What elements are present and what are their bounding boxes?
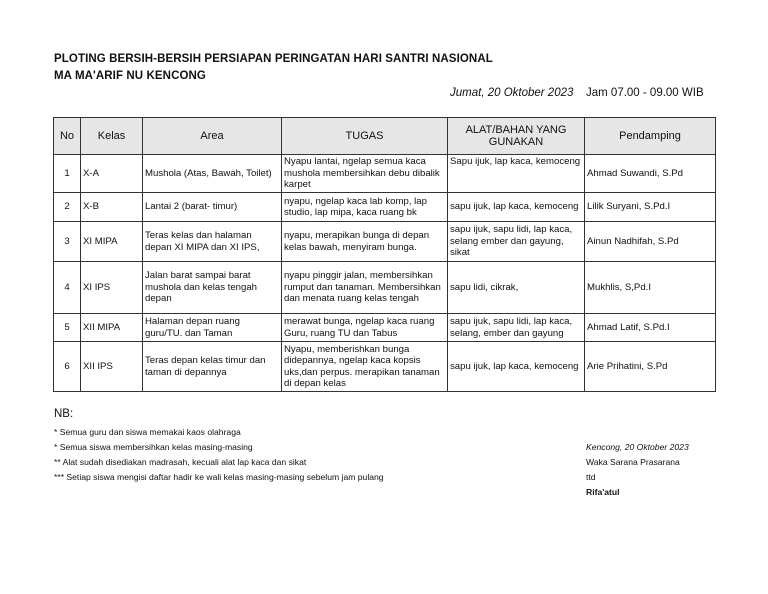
event-date: Jumat, 20 Oktober 2023 [450, 87, 574, 99]
cell-kelas: XII MIPA [81, 314, 143, 342]
cell-pendamping: Mukhlis, S,Pd.I [585, 262, 716, 314]
cell-no: 4 [54, 262, 81, 314]
column-header-kelas: Kelas [81, 118, 143, 155]
cell-no: 3 [54, 222, 81, 262]
document-title: PLOTING BERSIH-BERSIH PERSIAPAN PERINGATAN HARI SANTRI NASIONAL [54, 53, 493, 65]
cell-tugas: merawat bunga, ngelap kaca ruang Guru, ruang TU dan Tabus [282, 314, 448, 342]
cell-area: Teras kelas dan halaman depan XI MIPA dan XI IPS, [143, 222, 282, 262]
cell-tugas: nyapu, merapikan bunga di depan kelas bawah, menyiram bunga. [282, 222, 448, 262]
note-item: * Semua siswa membersihkan kelas masing-masing [54, 442, 253, 452]
event-time: Jam 07.00 - 09.00 WIB [586, 87, 704, 99]
cell-area: Jalan barat sampai barat mushola dan kelas tengah depan [143, 262, 282, 314]
cell-no: 6 [54, 342, 81, 392]
cleaning-schedule-table [53, 117, 716, 392]
cell-area: Teras depan kelas timur dan taman di depannya [143, 342, 282, 392]
signature-ttd: ttd [586, 472, 596, 482]
cell-tugas: Nyapu, memberishkan bunga didepannya, ngelap kaca kopsis uks,dan perpus. merapikan tanaman di depan kelas [282, 342, 448, 392]
cell-alat: sapu ijuk, sapu lidi, lap kaca, selang, ember dan gayung [448, 314, 585, 342]
cell-tugas: nyapu pinggir jalan, membersihkan rumput dan tanaman. Membersihkan dan menata ruang kelas tengah [282, 262, 448, 314]
signature-position: Waka Sarana Prasarana [586, 457, 680, 467]
column-header-tugas: TUGAS [282, 118, 448, 155]
cell-pendamping: Arie Prihatini, S.Pd [585, 342, 716, 392]
signature-name: Rifa'atul [586, 487, 620, 497]
cell-alat: sapu ijuk, sapu lidi, lap kaca, selang ember dan gayung, sikat [448, 222, 585, 262]
cell-kelas: XI MIPA [81, 222, 143, 262]
note-item: *** Setiap siswa mengisi daftar hadir ke wali kelas masing-masing sebelum jam pulang [54, 472, 384, 482]
column-header-alat: ALAT/BAHAN YANG GUNAKAN [448, 118, 585, 155]
column-header-no: No [54, 118, 81, 155]
cell-area: Mushola (Atas, Bawah, Toilet) [143, 155, 282, 193]
cell-pendamping: Ahmad Latif, S.Pd.I [585, 314, 716, 342]
cell-kelas: XII IPS [81, 342, 143, 392]
column-header-area: Area [143, 118, 282, 155]
cell-alat: sapu ijuk, lap kaca, kemoceng [448, 193, 585, 222]
note-item: ** Alat sudah disediakan madrasah, kecuali alat lap kaca dan sikat [54, 457, 307, 467]
cell-kelas: X-B [81, 193, 143, 222]
cell-no: 5 [54, 314, 81, 342]
notes-title: NB: [54, 408, 74, 420]
cell-tugas: Nyapu lantai, ngelap semua kaca mushola membersihkan debu dibalik karpet [282, 155, 448, 193]
table-row [54, 193, 716, 222]
cell-kelas: XI IPS [81, 262, 143, 314]
cell-alat: Sapu ijuk, lap kaca, kemoceng [448, 155, 585, 193]
cell-area: Halaman depan ruang guru/TU. dan Taman [143, 314, 282, 342]
signature-place-date: Kencong, 20 Oktober 2023 [586, 442, 689, 452]
table-row [54, 342, 716, 392]
column-header-pendamping: Pendamping [585, 118, 716, 155]
cell-area: Lantai 2 (barat- timur) [143, 193, 282, 222]
cell-no: 2 [54, 193, 81, 222]
cell-pendamping: Ainun Nadhifah, S.Pd [585, 222, 716, 262]
table-row [54, 314, 716, 342]
cell-tugas: nyapu, ngelap kaca lab komp, lap studio, lap mipa, kaca ruang bk [282, 193, 448, 222]
cell-kelas: X-A [81, 155, 143, 193]
table-row [54, 155, 716, 193]
cell-no: 1 [54, 155, 81, 193]
cell-alat: sapu ijuk, lap kaca, kemoceng [448, 342, 585, 392]
note-item: * Semua guru dan siswa memakai kaos olahraga [54, 427, 241, 437]
cell-alat: sapu lidi, cikrak, [448, 262, 585, 314]
table-row [54, 262, 716, 314]
table-header-row [54, 118, 716, 155]
cell-pendamping: Ahmad Suwandi, S.Pd [585, 155, 716, 193]
table-row [54, 222, 716, 262]
cell-pendamping: Lilik Suryani, S.Pd.I [585, 193, 716, 222]
school-name: MA MA'ARIF NU KENCONG [54, 70, 206, 82]
